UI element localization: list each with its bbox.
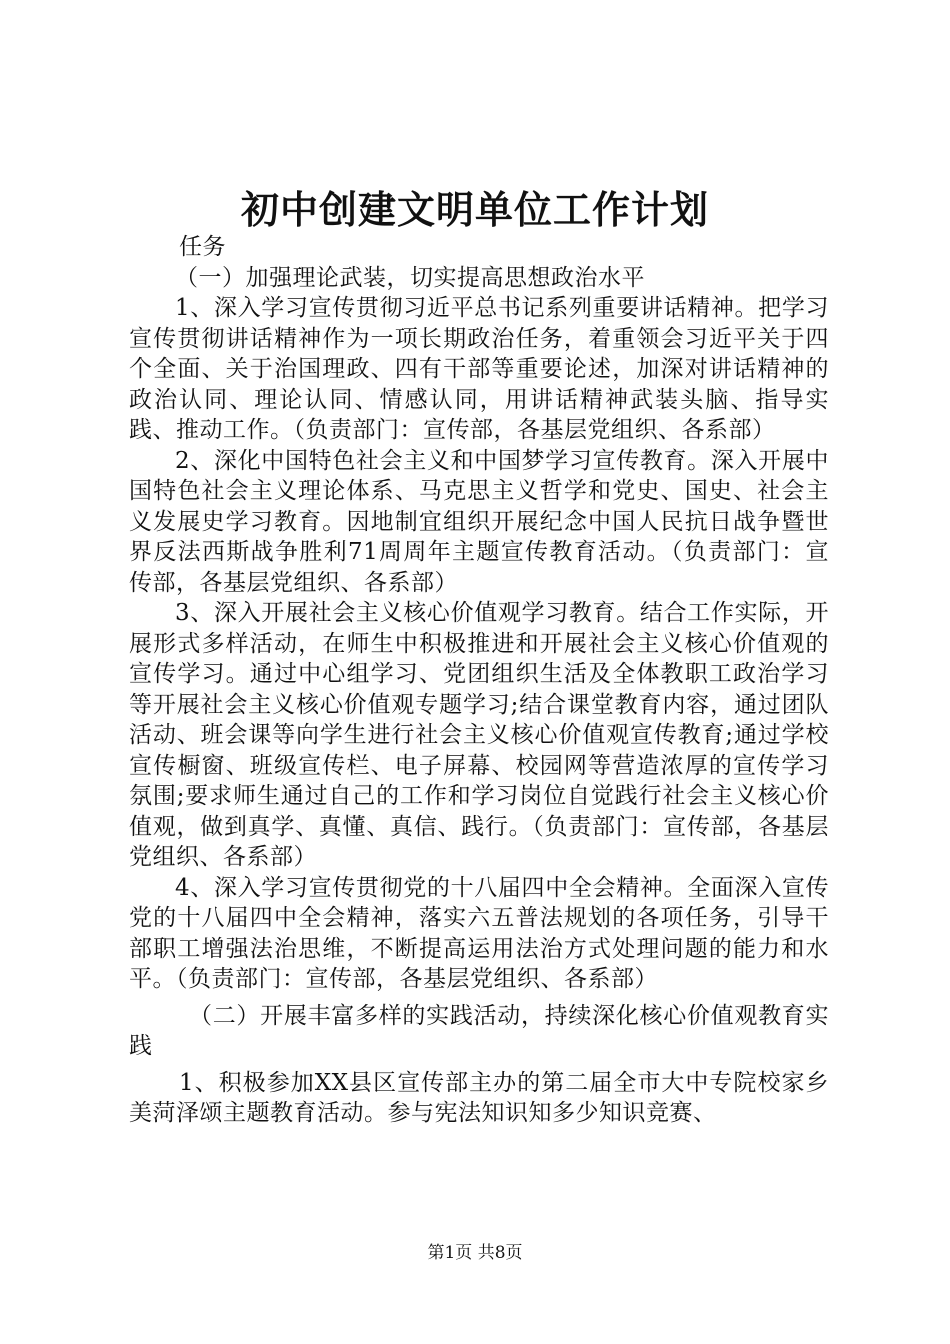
section-heading-2: （二）开展丰富多样的实践活动，持续深化核心价值观教育实践 xyxy=(129,1002,829,1059)
paragraph-item-1: 1、深入学习宣传贯彻习近平总书记系列重要讲话精神。把学习宣传贯彻讲话精神作为一项长期政治任务，着重领会习近平关于四个全面、关于治国理政、四有干部等重要论述，加深对讲话精神的政治认同、理论认同、情感认同，用讲话精神武装头脑、指导实践、推动工作。（负责部门：宣传部，各基层党组织、各系部） xyxy=(129,295,829,443)
paragraph-item-2: 2、深化中国特色社会主义和中国梦学习宣传教育。深入开展中国特色社会主义理论体系、马克思主义哲学和党史、国史、社会主义发展史学习教育。因地制宜组织开展纪念中国人民抗日战争暨世界反法西斯战争胜利71周周年主题宣传教育活动。（负责部门：宣传部，各基层党组织、各系部） xyxy=(129,447,829,596)
section-heading-1: （一）加强理论武装，切实提高思想政治水平 xyxy=(175,264,645,291)
page-number-footer: 第1页 共8页 xyxy=(427,1243,523,1263)
document-title: 初中创建文明单位工作计划 xyxy=(240,187,709,232)
paragraph-item-2-1: 1、积极参加XX县区宣传部主办的第二届全市大中专院校家乡美菏泽颂主题教育活动。参与宪法知识知多少知识竞赛、 xyxy=(129,1069,829,1126)
paragraph-item-3: 3、深入开展社会主义核心价值观学习教育。结合工作实际，开展形式多样活动，在师生中积极推进和开展社会主义核心价值观的宣传学习。通过中心组学习、党团组织生活及全体教职工政治学习等开展社会主义核心价值观专题学习;结合课堂教育内容，通过团队活动、班会课等向学生进行社会主义核心价值观宣传教育;通过学校宣传橱窗、班级宣传栏、电子屏幕、校园网等营造浓厚的宣传学习氛围;要求师生通过自己的工作和学习岗位自觉践行社会主义核心价值观，做到真学、真懂、真信、践行。（负责部门：宣传部，各基层党组织、各系部） xyxy=(129,600,829,870)
document-body xyxy=(129,232,829,1129)
section-label-task: 任务 xyxy=(179,234,226,260)
paragraph-item-4: 4、深入学习宣传贯彻党的十八届四中全会精神。全面深入宣传党的十八届四中全会精神，落实六五普法规划的各项任务，引导干部职工增强法治思维，不断提高运用法治方式处理问题的能力和水平。（负责部门：宣传部，各基层党组织、各系部） xyxy=(129,874,829,992)
